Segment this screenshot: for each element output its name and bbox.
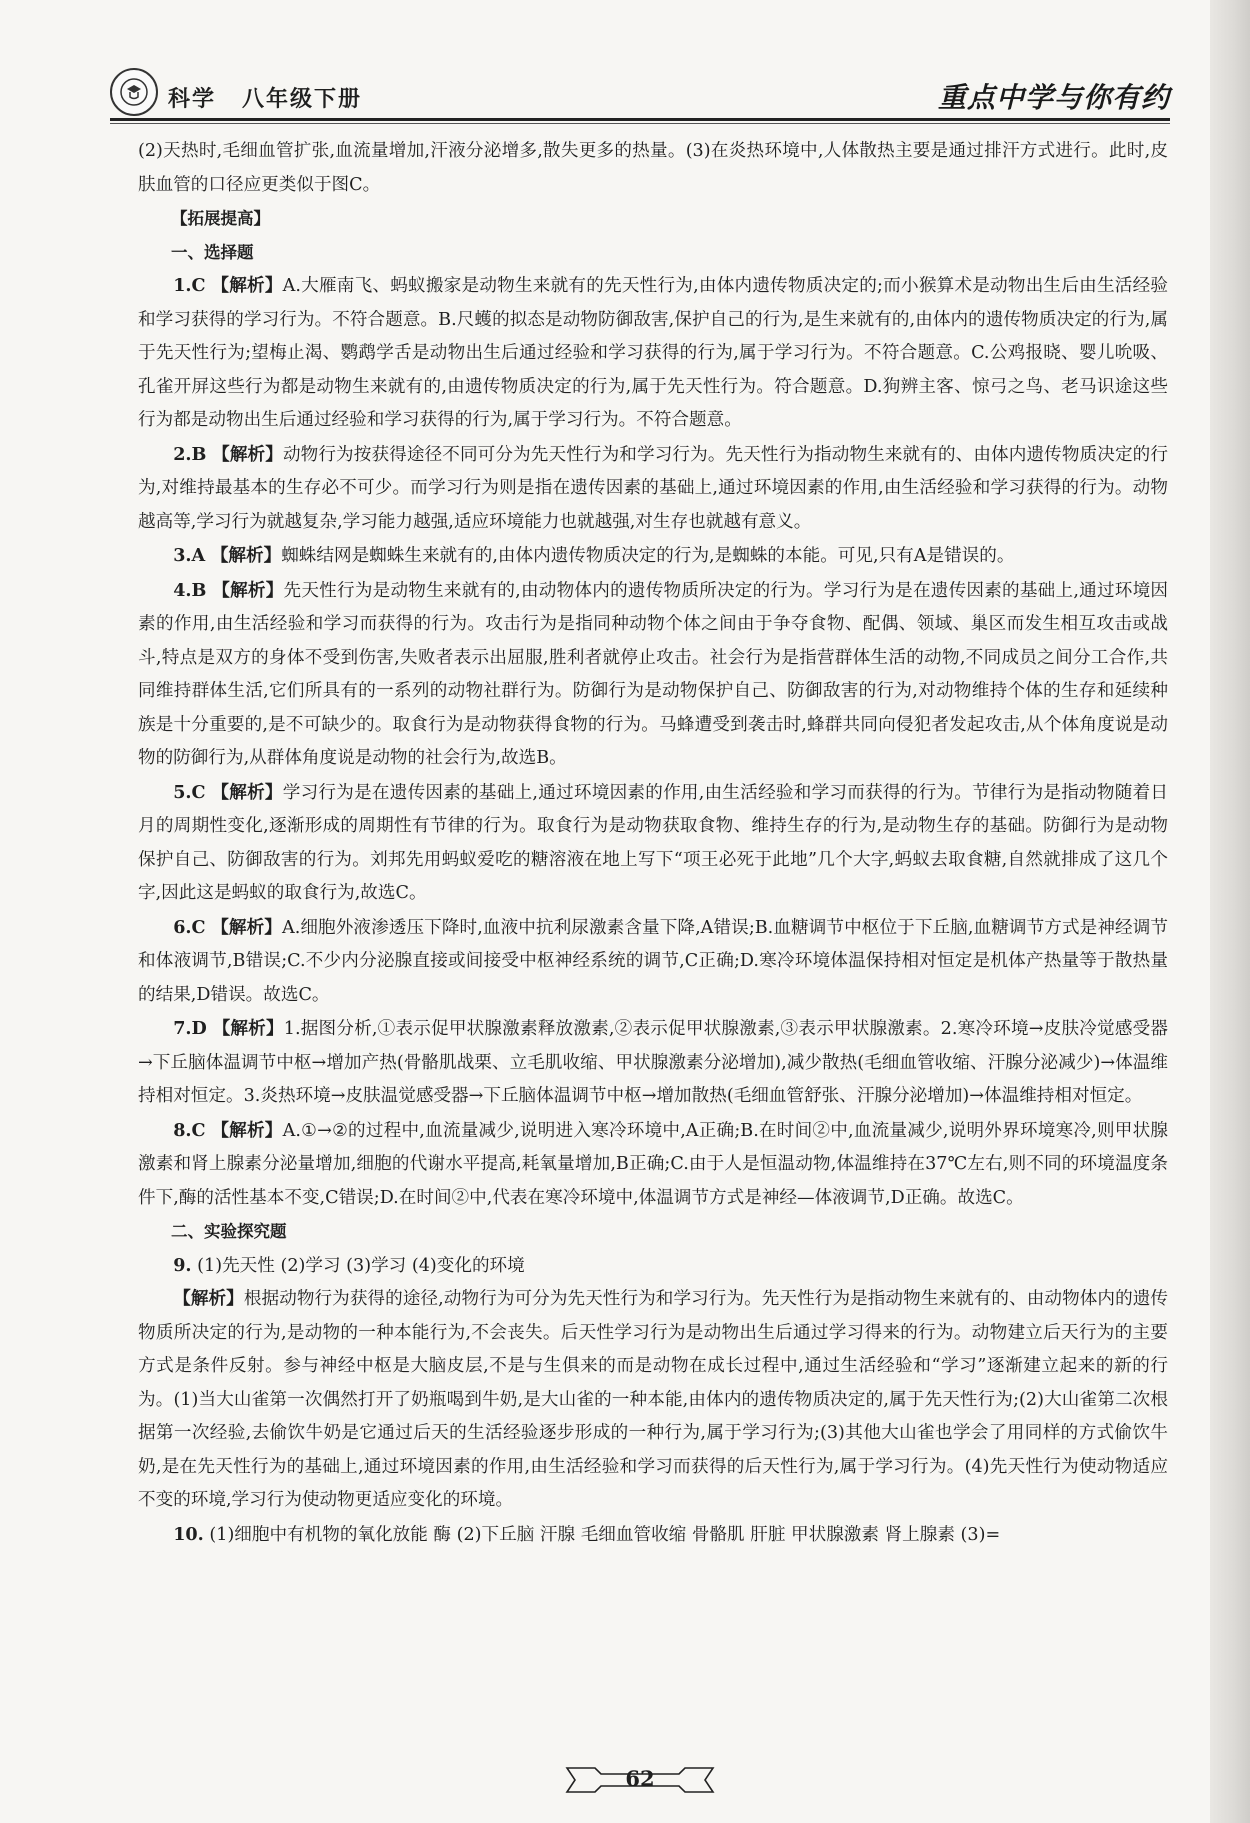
paragraph-text: A.细胞外液渗透压下降时,血液中抗利尿激素含量下降,A错误;B.血糖调节中枢位于下丘脑,血糖调节方式是神经调节和体液调节,B错误;C.不少内分泌腺直接或间接受中枢神经系统的调节,C正确;D.寒冷环境体温保持相对恒定是机体产热量等于散热量的结果,D错误。故选C。 <box>138 917 1168 1005</box>
answer-number: 8.C <box>173 1119 206 1141</box>
grade-label: 八年级下册 <box>242 87 363 112</box>
answer-item <box>138 574 1168 776</box>
text-paragraph <box>138 1283 1168 1518</box>
answer-number: 6.C <box>173 916 206 938</box>
page-footer <box>565 1762 715 1798</box>
section-heading <box>138 202 1168 236</box>
header-divider <box>110 118 1170 121</box>
analysis-tag: 【解析】 <box>211 276 283 296</box>
answer-item <box>138 1012 1168 1114</box>
subject-label: 科学 <box>168 87 217 112</box>
answer-item <box>138 776 1168 911</box>
answer-item <box>138 1114 1168 1216</box>
answer-item <box>138 1249 1168 1284</box>
section-heading-text: 二、实验探究题 <box>171 1222 287 1241</box>
section-heading-text: 一、选择题 <box>171 242 254 262</box>
analysis-tag: 【解析】 <box>212 444 283 465</box>
answer-content <box>138 135 1168 1552</box>
series-title: 重点中学与你有约 <box>937 81 1170 114</box>
page-header <box>110 58 1170 120</box>
answer-item <box>138 269 1168 438</box>
page-number: 62 <box>625 1766 655 1791</box>
paragraph-text: 学习行为是在遗传因素的基础上,通过环境因素的作用,由生活经验和学习而获得的行为。节律行为是指动物随着日月的周期性变化,逐渐形成的周期性有节律的行为。取食行为是动物获取食物、维持生存的行为,是动物生存的基础。防御行为是动物保护自己、防御敌害的行为。刘邦先用蚂蚁爱吃的糖溶液在地上写下“项王必死于此地”几个大字,蚂蚁去取食糖,自然就排成了这几个字,因此这是蚂蚁的取食行为,故选C。 <box>138 782 1168 903</box>
answer-number: 7.D <box>173 1018 207 1039</box>
answer-item <box>138 1518 1168 1553</box>
paragraph-text: 1.据图分析,①表示促甲状腺激素释放激素,②表示促甲状腺激素,③表示甲状腺激素。2.寒冷环境→皮肤冷觉感受器→下丘脑体温调节中枢→增加产热(骨骼肌战栗、立毛肌收缩、甲状腺激素分泌增加),减少散热(毛细血管收缩、汗腺分泌减少)→体温维持相对恒定。3.炎热环境→皮肤温觉感受器→下丘脑体温调节中枢→增加散热(毛细血管舒张、汗腺分泌增加)→体温维持相对恒定。 <box>138 1019 1168 1106</box>
answer-number: 4.B <box>173 579 207 601</box>
answer-number: 3.A <box>173 545 206 566</box>
analysis-tag: 【解析】 <box>211 917 282 938</box>
analysis-tag: 【解析】 <box>212 580 284 601</box>
analysis-tag: 【解析】 <box>211 1120 283 1141</box>
school-logo-icon <box>110 68 158 116</box>
analysis-tag: 【解析】 <box>212 1019 284 1039</box>
answer-number: 9. <box>173 1254 192 1276</box>
answer-number: 10. <box>173 1523 204 1545</box>
answer-item <box>138 539 1168 574</box>
answer-item <box>138 438 1168 540</box>
answer-number: 2.B <box>173 443 207 465</box>
paragraph-text: (2)天热时,毛细血管扩张,血流量增加,汗液分泌增多,散失更多的热量。(3)在炎热环境中,人体散热主要是通过排汗方式进行。此时,皮肤血管的口径应更类似于图C。 <box>138 141 1168 195</box>
section-heading <box>138 236 1168 270</box>
paragraph-text: 根据动物行为获得的途径,动物行为可分为先天性行为和学习行为。先天性行为是指动物生来就有的、由动物体内的遗传物质所决定的行为,是动物的一种本能行为,不会丧失。后天性学习行为是动物出生后通过学习得来的行为。动物建立后天行为的主要方式是条件反射。参与神经中枢是大脑皮层,不是与生俱来的而是动物在成长过程中,通过生活经验和“学习”逐渐建立起来的新的行为。(1)当大山雀第一次偶然打开了奶瓶喝到牛奶,是大山雀的一种本能,由体内的遗传物质决定的,属于先天性行为;(2)大山雀第二次根据第一次经验,去偷饮牛奶是它通过后天的生活经验逐步形成的一种行为,属于学习行为;(3)其他大山雀也学会了用同样的方式偷饮牛奶,是在先天性行为的基础上,通过环境因素的作用,由生活经验和学习而获得的后天性行为,属于学习行为。(4)先天性行为使动物适应不变的环境,学习行为使动物更适应变化的环境。 <box>138 1289 1168 1510</box>
paragraph-text: A.大雁南飞、蚂蚁搬家是动物生来就有的先天性行为,由体内遗传物质决定的;而小猴算术是动物出生后由生活经验和学习获得的学习行为。不符合题意。B.尺蠖的拟态是动物防御敌害,保护自己的行为,是生来就有的,由体内的遗传物质决定的行为,属于先天性行为;望梅止渴、鹦鹉学舌是动物出生后通过经验和学习获得的行为,属于学习行为。不符合题意。C.公鸡报晓、婴儿吮吸、孔雀开屏这些行为都是动物生来就有的,由遗传物质决定的行为,属于先天性行为。符合题意。D.狗辨主客、惊弓之鸟、老马识途这些行为都是动物出生后通过经验和学习获得的行为,属于学习行为。不符合题意。 <box>138 276 1169 430</box>
paragraph-text: 蜘蛛结网是蜘蛛生来就有的,由体内遗传物质决定的行为,是蜘蛛的本能。可见,只有A是错误的。 <box>281 546 1015 566</box>
section-heading-text: 【拓展提高】 <box>171 209 270 228</box>
paragraph-text: (1)先天性 (2)学习 (3)学习 (4)变化的环境 <box>197 1255 525 1276</box>
book-info <box>168 82 388 113</box>
analysis-tag: 【解析】 <box>210 546 282 566</box>
torn-paper-edge <box>1210 0 1250 1823</box>
answer-item <box>138 911 1168 1013</box>
paragraph-text: 动物行为按获得途径不同可分为先天性行为和学习行为。先天性行为指动物生来就有的、由体内遗传物质决定的行为,对维持最基本的生存必不可少。而学习行为则是指在遗传因素的基础上,通过环境因素的作用,由生活经验和学习获得的行为。动物越高等,学习行为就越复杂,学习能力越强,适应环境能力也就越强,对生存也就越有意义。 <box>138 444 1168 532</box>
analysis-tag: 【解析】 <box>173 1289 244 1309</box>
answer-number: 5.C <box>173 781 206 803</box>
analysis-tag: 【解析】 <box>211 782 283 803</box>
paragraph-text: (1)细胞中有机物的氧化放能 酶 (2)下丘脑 汗腺 毛细血管收缩 骨骼肌 肝脏 甲状腺激素 肾上腺素 (3)= <box>209 1524 1001 1545</box>
section-heading <box>138 1215 1168 1249</box>
header-divider-thin <box>110 123 1170 124</box>
paragraph-text: 先天性行为是动物生来就有的,由动物体内的遗传物质所决定的行为。学习行为是在遗传因素的基础上,通过环境因素的作用,由生活经验和学习而获得的行为。攻击行为是指同种动物个体之间由于争夺食物、配偶、领域、巢区而发生相互攻击或战斗,特点是双方的身体不受到伤害,失败者表示出屈服,胜利者就停止攻击。社会行为是指营群体生活的动物,不同成员之间分工合作,共同维持群体生活,它们所具有的一系列的动物社群行为。防御行为是动物保护自己、防御敌害的行为,对动物维持个体的生存和延续种族是十分重要的,是不可缺少的。取食行为是动物获得食物的行为。马蜂遭受到袭击时,蜂群共同向侵犯者发起攻击,从个体角度说是动物的防御行为,从群体角度说是动物的社会行为,故选B。 <box>138 580 1168 768</box>
answer-number: 1.C <box>173 275 206 296</box>
text-paragraph <box>138 135 1168 202</box>
paragraph-text: A.①→②的过程中,血流量减少,说明进入寒冷环境中,A正确;B.在时间②中,血流量减少,说明外界环境寒冷,则甲状腺激素和肾上腺素分泌量增加,细胞的代谢水平提高,耗氧量增加,B正确;C.由于人是恒温动物,体温维持在37℃左右,则不同的环境温度条件下,酶的活性基本不变,C错误;D.在时间②中,代表在寒冷环境中,体温调节方式是神经—体液调节,D正确。故选C。 <box>138 1120 1168 1208</box>
